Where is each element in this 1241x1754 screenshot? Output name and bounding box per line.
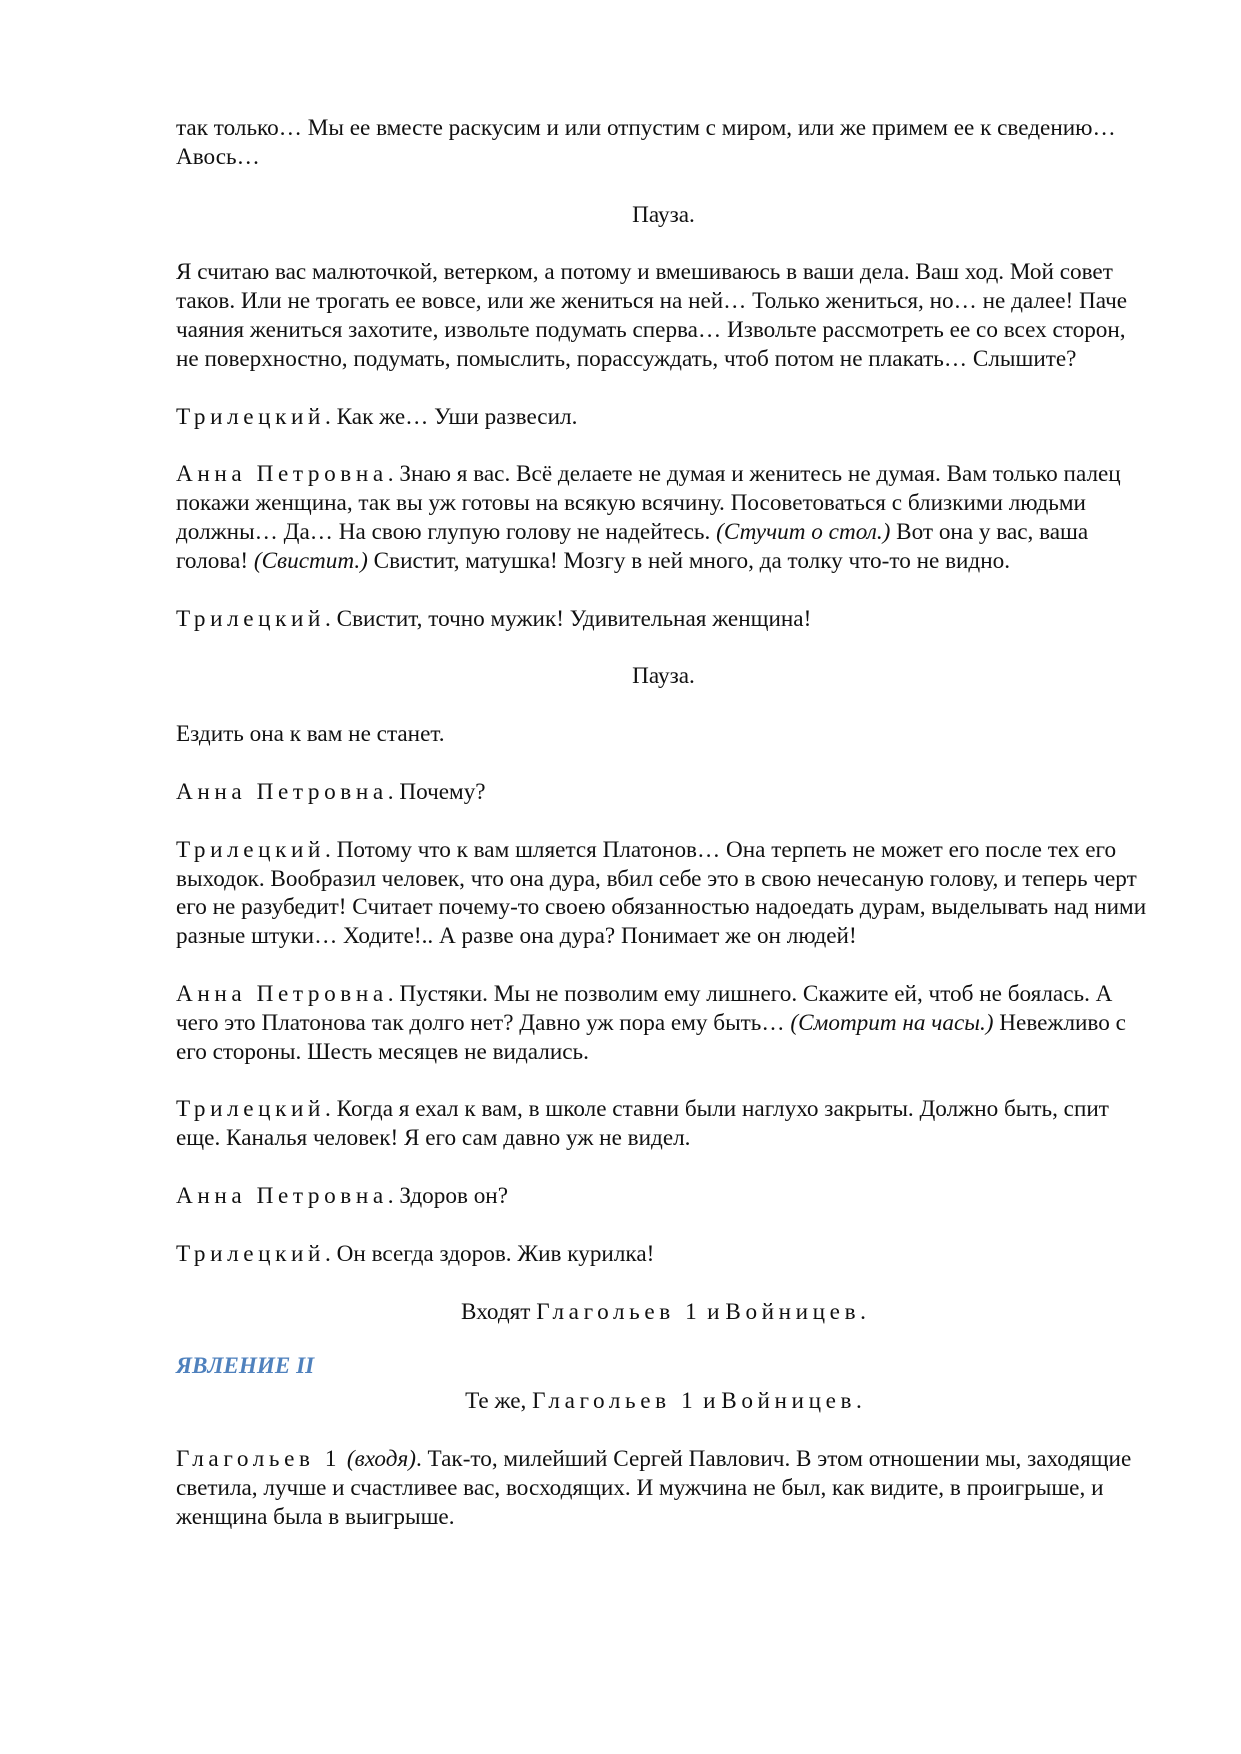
dialogue-line xyxy=(176,1095,1151,1153)
paragraph: Я считаю вас малюточкой, ветерком, а потому и вмешиваюсь в ваши дела. Ваш ход. Мой совет таков. Или не трогать ее вовсе, или же жениться на ней… Только жениться, но… не далее! Паче чаяния жениться захотите, извольте подумать сперва… Извольте рассмотреть ее со всех сторон, не поверхностно, подумать, помыслить, порассуждать, чтоб потом не плакать… Слышите? xyxy=(176,259,1128,372)
dialogue-text: . Потому что к вам шляется Платонов… Она терпеть не может его после тех его выходок. Вообразил человек, что она дура, вбил себе это в свою нечесаную голову, и теперь черт его не разубедит! Считает почему-то своею обязанностью надоедать дурам, выделывать над ними разные штуки… Ходите!.. А разве она дура? Понимает же он людей! xyxy=(176,836,1147,950)
speaker-name: Трилецкий xyxy=(176,605,326,632)
cast-text: . xyxy=(856,1388,862,1415)
cast-text: Те же, xyxy=(465,1388,533,1415)
paragraph: так только… Мы ее вместе раскусим и или отпустим с миром, или же примем ее к сведению… Авось… xyxy=(176,115,1116,170)
stage-direction: (входя) xyxy=(346,1445,416,1472)
dialogue-text: . Как же… Уши развесил. xyxy=(325,403,578,430)
speaker-name: Трилецкий xyxy=(176,1096,326,1123)
stage-direction: (Смотрит на часы.) xyxy=(790,1009,994,1036)
dialogue-text: Невежливо с его стороны. Шесть месяцев не видались. xyxy=(176,1009,1126,1065)
dialogue-line xyxy=(176,1182,1151,1211)
stage-direction-entrance xyxy=(176,1298,1151,1327)
stage-direction: (Стучит о стол.) xyxy=(716,518,891,545)
speaker-name: Анна Петровна xyxy=(176,461,388,488)
speaker-name: Трилецкий xyxy=(176,1240,326,1267)
dialogue-line xyxy=(176,1240,1151,1269)
dialogue-text: . Пустяки. Мы не позволим ему лишнего. Скажите ей, чтоб не боялась. А чего это Платонова так долго нет? Давно уж пора ему быть… xyxy=(176,980,1113,1036)
dialogue-text: . Он всегда здоров. Жив курилка! xyxy=(325,1240,655,1267)
dialogue-line xyxy=(176,605,1151,634)
speaker-name: Трилецкий xyxy=(176,403,326,430)
speaker-name: Анна Петровна xyxy=(176,778,388,805)
character-name: Войницев xyxy=(721,1388,857,1415)
speaker-name: Анна Петровна xyxy=(176,980,388,1007)
entrance-text: и xyxy=(701,1298,726,1325)
dialogue-text: Свистит, матушка! Мозгу в ней много, да толку что-то не видно. xyxy=(367,547,1011,574)
dialogue-text: . Когда я ехал к вам, в школе ставни были наглухо закрыты. Должно быть, спит еще. Каналья человек! Я его сам давно уж не видел. xyxy=(176,1096,1109,1152)
character-name: Глагольев 1 xyxy=(532,1388,698,1415)
speaker-name: Трилецкий xyxy=(176,836,326,863)
dialogue-line xyxy=(176,836,1151,951)
dialogue-text: . Здоров он? xyxy=(387,1182,509,1209)
dialogue-line xyxy=(176,778,1151,807)
character-name: Глагольев 1 xyxy=(536,1298,702,1325)
stage-direction-pause: Пауза. xyxy=(632,201,695,228)
dialogue-text: . Свистит, точно мужик! Удивительная женщина! xyxy=(325,605,812,632)
speaker-name: Анна Петровна xyxy=(176,1182,388,1209)
dialogue-line xyxy=(176,403,1151,432)
scene-cast xyxy=(176,1387,1151,1416)
paragraph: Ездить она к вам не станет. xyxy=(176,721,445,748)
cast-text: и xyxy=(697,1388,722,1415)
dialogue-line xyxy=(176,460,1151,575)
dialogue-line xyxy=(176,1445,1151,1531)
dialogue-text: . Знаю я вас. Всё делаете не думая и женитесь не думая. Вам только палец покажи женщина, так вы уж готовы на всякую всячину. Посоветоваться с близкими людьми должны… Да… На свою глупую голову не надейтесь. xyxy=(176,461,1121,545)
dialogue-text: . Почему? xyxy=(387,778,486,805)
dialogue-text: Вот она у вас, ваша голова! xyxy=(176,518,1089,574)
speaker-name: Глагольев 1 xyxy=(176,1445,342,1472)
dialogue-line xyxy=(176,980,1151,1066)
dialogue-text: . Так-то, милейший Сергей Павлович. В этом отношении мы, заходящие светила, лучше и счастливее вас, восходящих. И мужчина не был, как видите, в проигрыше, и женщина была в выигрыше. xyxy=(176,1445,1132,1530)
character-name: Войницев xyxy=(725,1298,861,1325)
entrance-text: . xyxy=(860,1298,866,1325)
entrance-text: Входят xyxy=(461,1298,537,1325)
stage-direction: (Свистит.) xyxy=(253,547,368,574)
stage-direction-pause: Пауза. xyxy=(632,663,695,690)
scene-heading: ЯВЛЕНИЕ II xyxy=(176,1353,315,1380)
